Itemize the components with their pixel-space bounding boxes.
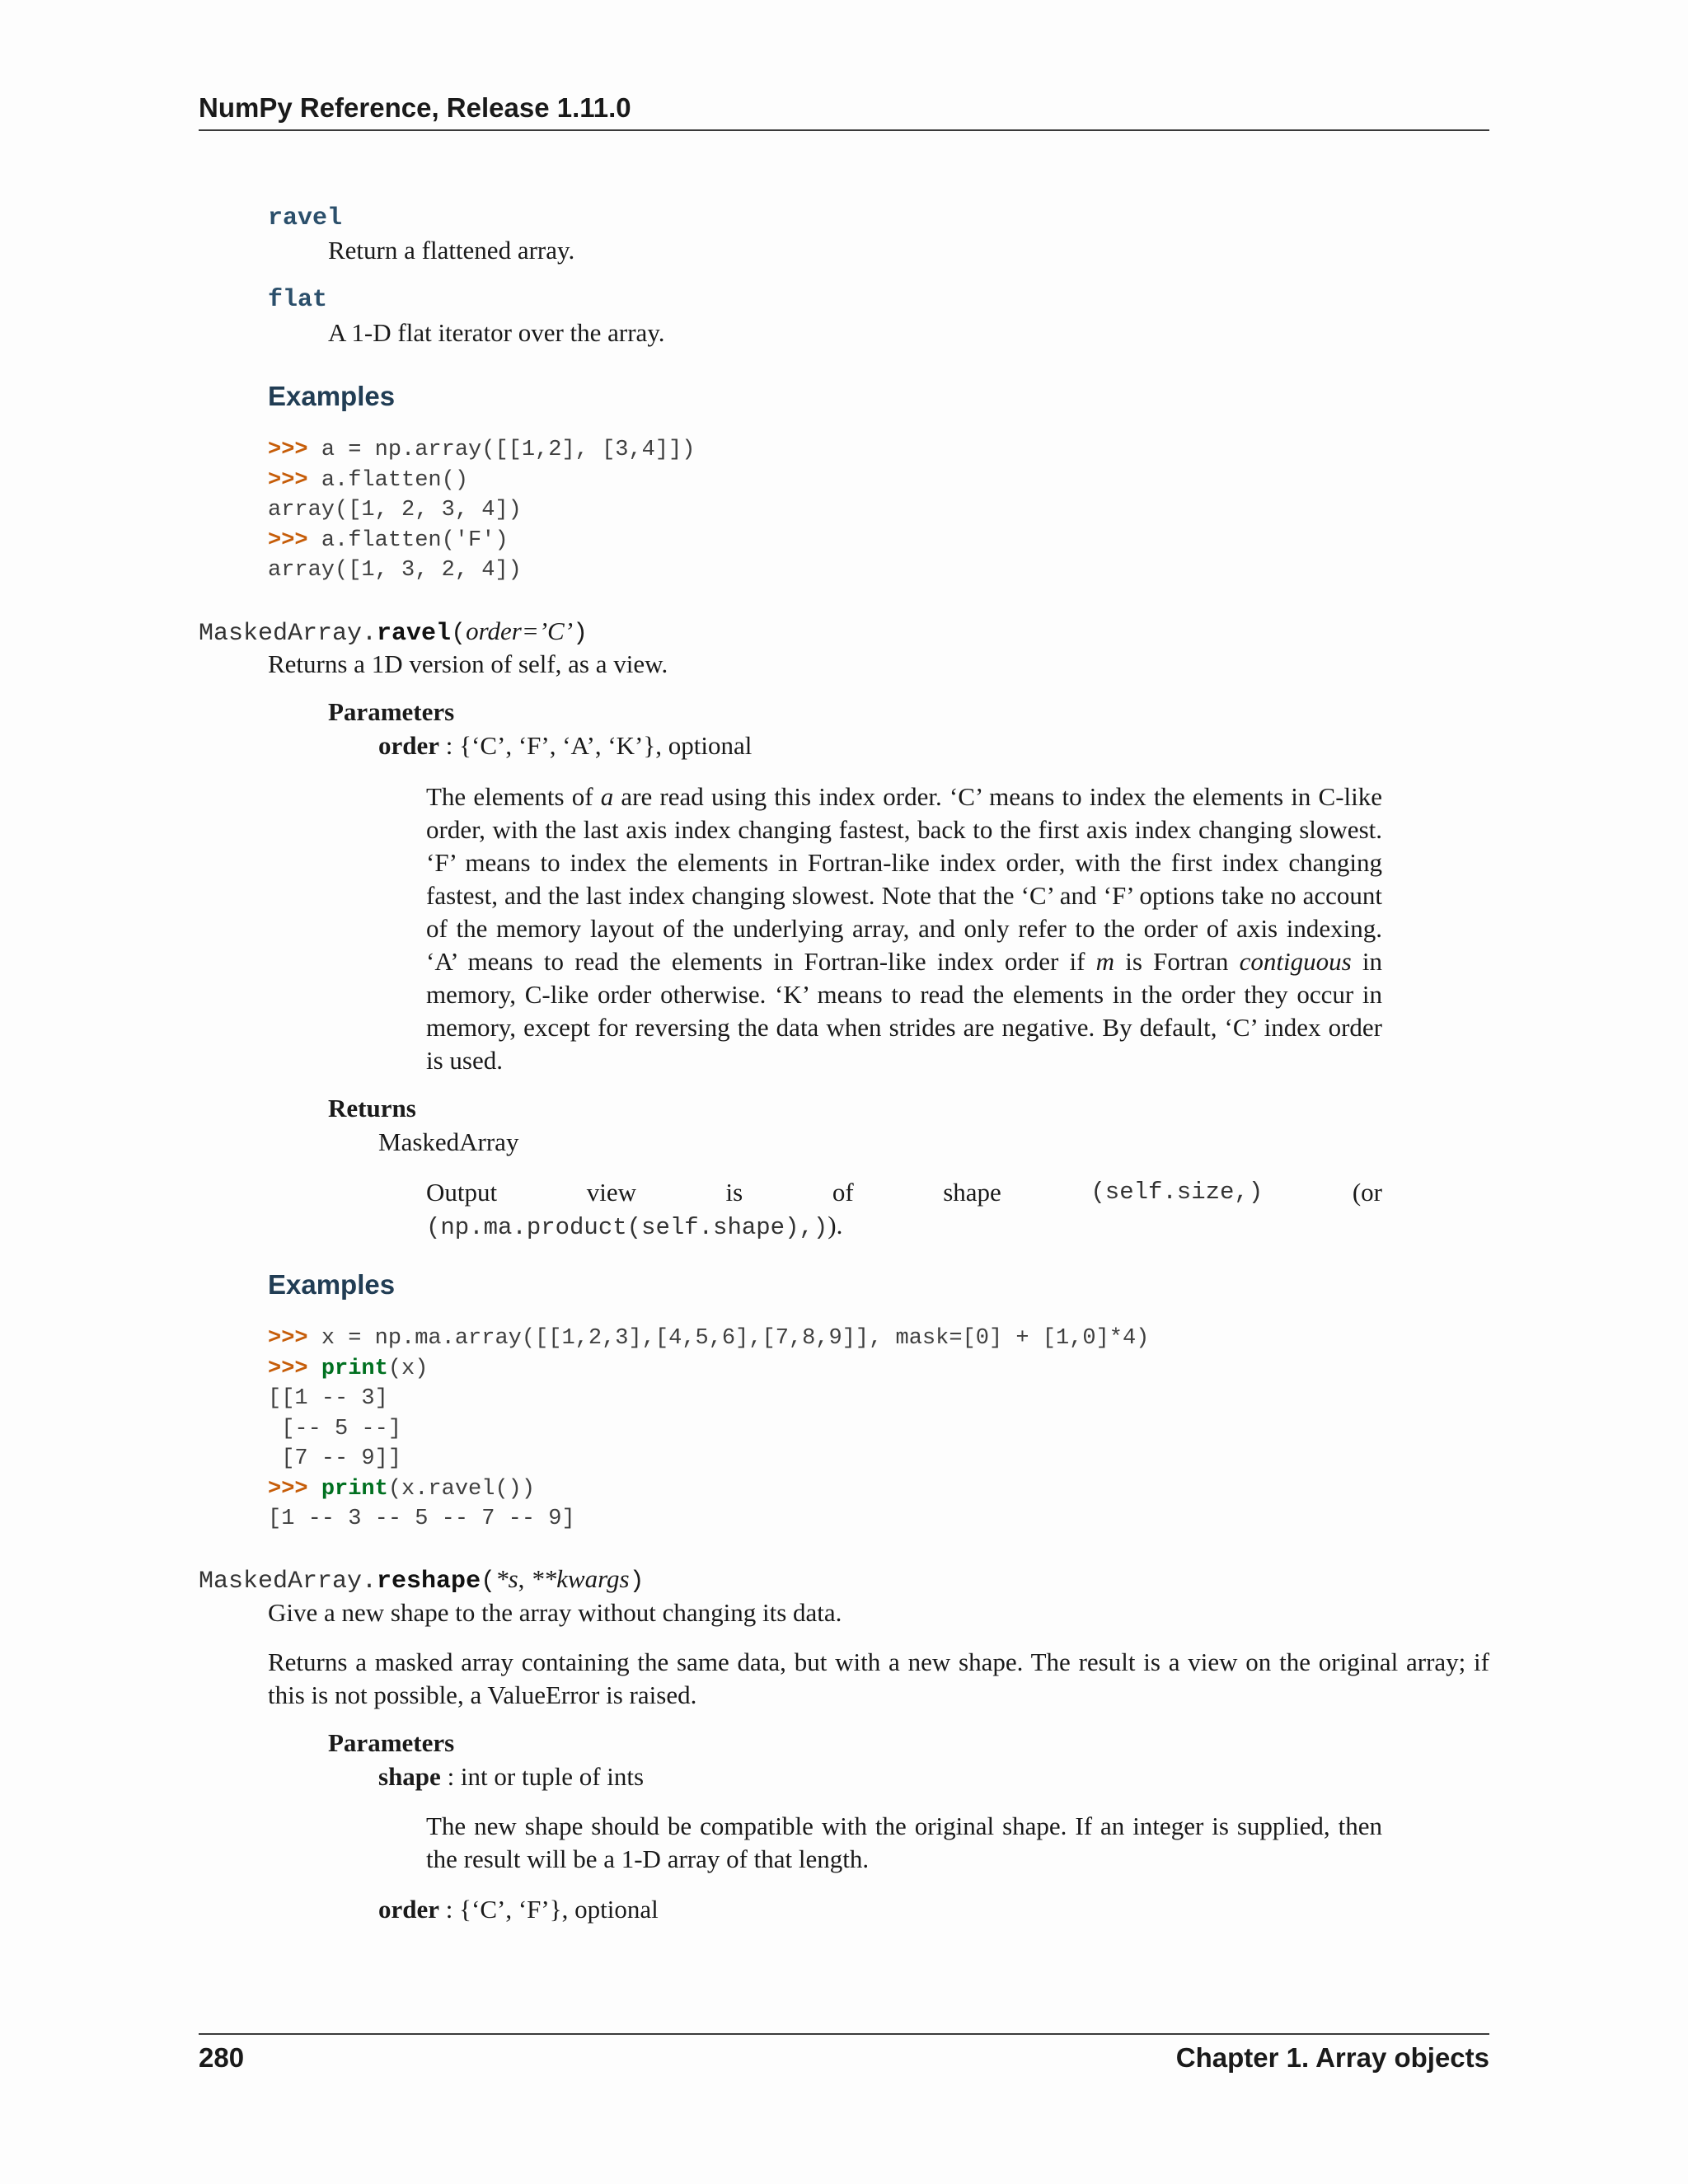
returns-desc-or: (or	[1352, 1178, 1382, 1207]
returns-desc-end: ).	[828, 1211, 843, 1240]
prompt: >>>	[268, 527, 308, 553]
param-name: order	[378, 731, 440, 760]
open-paren: (	[481, 1568, 496, 1596]
prompt: >>>	[268, 1356, 308, 1381]
reshape-param-shape-desc: The new shape should be compatible with the original shape. If an integer is supplied, then the result will be a 1-D array of that length.	[426, 1811, 1382, 1873]
reshape-signature	[199, 1564, 645, 1596]
ravel-returns-desc-line1	[426, 1176, 1382, 1209]
prompt: >>>	[268, 1476, 308, 1502]
output-line: [-- 5 --]	[268, 1416, 402, 1441]
class-name: MaskedArray.	[199, 1568, 377, 1596]
param-type: : {‘C’, ‘F’}, optional	[439, 1895, 659, 1924]
param-type: : int or tuple of ints	[440, 1762, 645, 1791]
desc-text: are read using this index order. ‘C’ means to index the elements in C-like order, with the last axis index changing fastest, back to the first axis index changing slowest. ‘F’ means to index the elements in Fortran-like index order, with the first index changing fastest, and the last index changing slowest. Note that the ‘C’ and ‘F’ options take no account of the memory layout of the underlying array, and only refer to the order of axis indexing. ‘A’ means to read the elements in Fortran-like index order if	[426, 782, 1382, 976]
keyword-print: print	[321, 1476, 388, 1502]
examples-heading-2: Examples	[268, 1269, 396, 1300]
desc-text: The elements of	[426, 782, 601, 811]
param-name: shape	[378, 1762, 441, 1791]
page-number: 280	[199, 2042, 245, 2073]
class-name: MaskedArray.	[199, 620, 377, 648]
see-also-flat-link[interactable]: flat	[268, 286, 328, 314]
desc-word: is	[725, 1178, 743, 1207]
output-line: array([1, 3, 2, 4])	[268, 558, 522, 583]
ravel-returns-heading: Returns	[328, 1094, 416, 1122]
open-paren: (	[451, 620, 467, 648]
reshape-param-shape	[378, 1760, 644, 1793]
close-paren: )	[629, 1568, 645, 1596]
signature-arg-kwargs: **kwargs	[531, 1564, 630, 1593]
signature-arg-sep: ,	[518, 1564, 532, 1593]
desc-word: view	[586, 1178, 636, 1207]
param-type: : {‘C’, ‘F’, ‘A’, ‘K’}, optional	[439, 731, 753, 760]
ravel-signature	[199, 616, 588, 648]
ravel-returns-desc-line2	[426, 1209, 842, 1244]
desc-var-m: m	[1095, 947, 1115, 976]
keyword-print: print	[321, 1356, 388, 1381]
desc-var-a: a	[600, 782, 614, 811]
ravel-summary: Returns a 1D version of self, as a view.	[268, 649, 668, 678]
running-header-title: NumPy Reference, Release 1.11.0	[199, 92, 631, 123]
function-name: reshape	[377, 1568, 481, 1596]
reshape-summary: Give a new shape to the array without changing its data.	[268, 1598, 842, 1627]
footer-rule	[199, 2033, 1489, 2035]
param-name: order	[378, 1895, 440, 1924]
code-line: a.flatten()	[321, 467, 469, 493]
signature-args: order=’C’	[466, 616, 574, 645]
desc-word: Output	[426, 1178, 498, 1207]
ravel-param-order-desc	[426, 780, 1382, 1077]
flatten-example-code	[268, 435, 696, 586]
ravel-parameters-heading: Parameters	[328, 697, 455, 726]
code-line: (x)	[387, 1356, 429, 1381]
output-line: [7 -- 9]]	[268, 1446, 402, 1471]
reshape-detail: Returns a masked array containing the same data, but with a new shape. The result is a view on the original array; if this is not possible, a ValueError is raised.	[268, 1647, 1489, 1709]
header-rule	[199, 129, 1489, 131]
see-also-flat-desc: A 1-D flat iterator over the array.	[328, 318, 665, 347]
desc-contiguous: contiguous	[1239, 947, 1352, 976]
desc-word: of	[832, 1178, 854, 1207]
prompt: >>>	[268, 438, 308, 462]
function-name: ravel	[377, 620, 452, 648]
prompt: >>>	[268, 1326, 308, 1351]
chapter-title: Chapter 1. Array objects	[1175, 2042, 1489, 2073]
ravel-example-code	[268, 1324, 1149, 1535]
desc-word: shape	[943, 1178, 1001, 1207]
signature-arg-s: *s	[495, 1564, 518, 1593]
examples-heading-1: Examples	[268, 381, 396, 411]
prompt: >>>	[268, 467, 308, 493]
output-line: array([1, 2, 3, 4])	[268, 498, 522, 523]
see-also-ravel-desc: Return a flattened array.	[328, 236, 575, 265]
output-line: [[1 -- 3]	[268, 1386, 388, 1411]
desc-text: in memory, C-like order otherwise. ‘K’ means to read the elements in the order they occur in memory, except for reversing the data when strides are negative. By default, ‘C’ index order is used.	[426, 947, 1382, 1075]
code-line: x = np.ma.array([[1,2,3],[4,5,6],[7,8,9]], mask=[0] + [1,0]*4)	[321, 1326, 1150, 1351]
output-line: [1 -- 3 -- 5 -- 7 -- 9]	[268, 1507, 575, 1531]
reshape-parameters-heading: Parameters	[328, 1728, 455, 1757]
code-line: (x.ravel())	[387, 1476, 536, 1502]
returns-code-product: (np.ma.product(self.shape),)	[426, 1214, 828, 1241]
reshape-param-order	[378, 1893, 659, 1926]
code-line: a.flatten('F')	[321, 527, 509, 553]
ravel-returns-type: MaskedArray	[378, 1127, 519, 1156]
desc-text: is Fortran	[1114, 947, 1240, 976]
returns-code-size: (self.size,)	[1090, 1179, 1264, 1206]
ravel-param-order	[378, 729, 752, 762]
close-paren: )	[573, 620, 588, 648]
code-line: a = np.array([[1,2], [3,4]])	[321, 438, 696, 462]
see-also-ravel-link[interactable]: ravel	[268, 204, 343, 232]
